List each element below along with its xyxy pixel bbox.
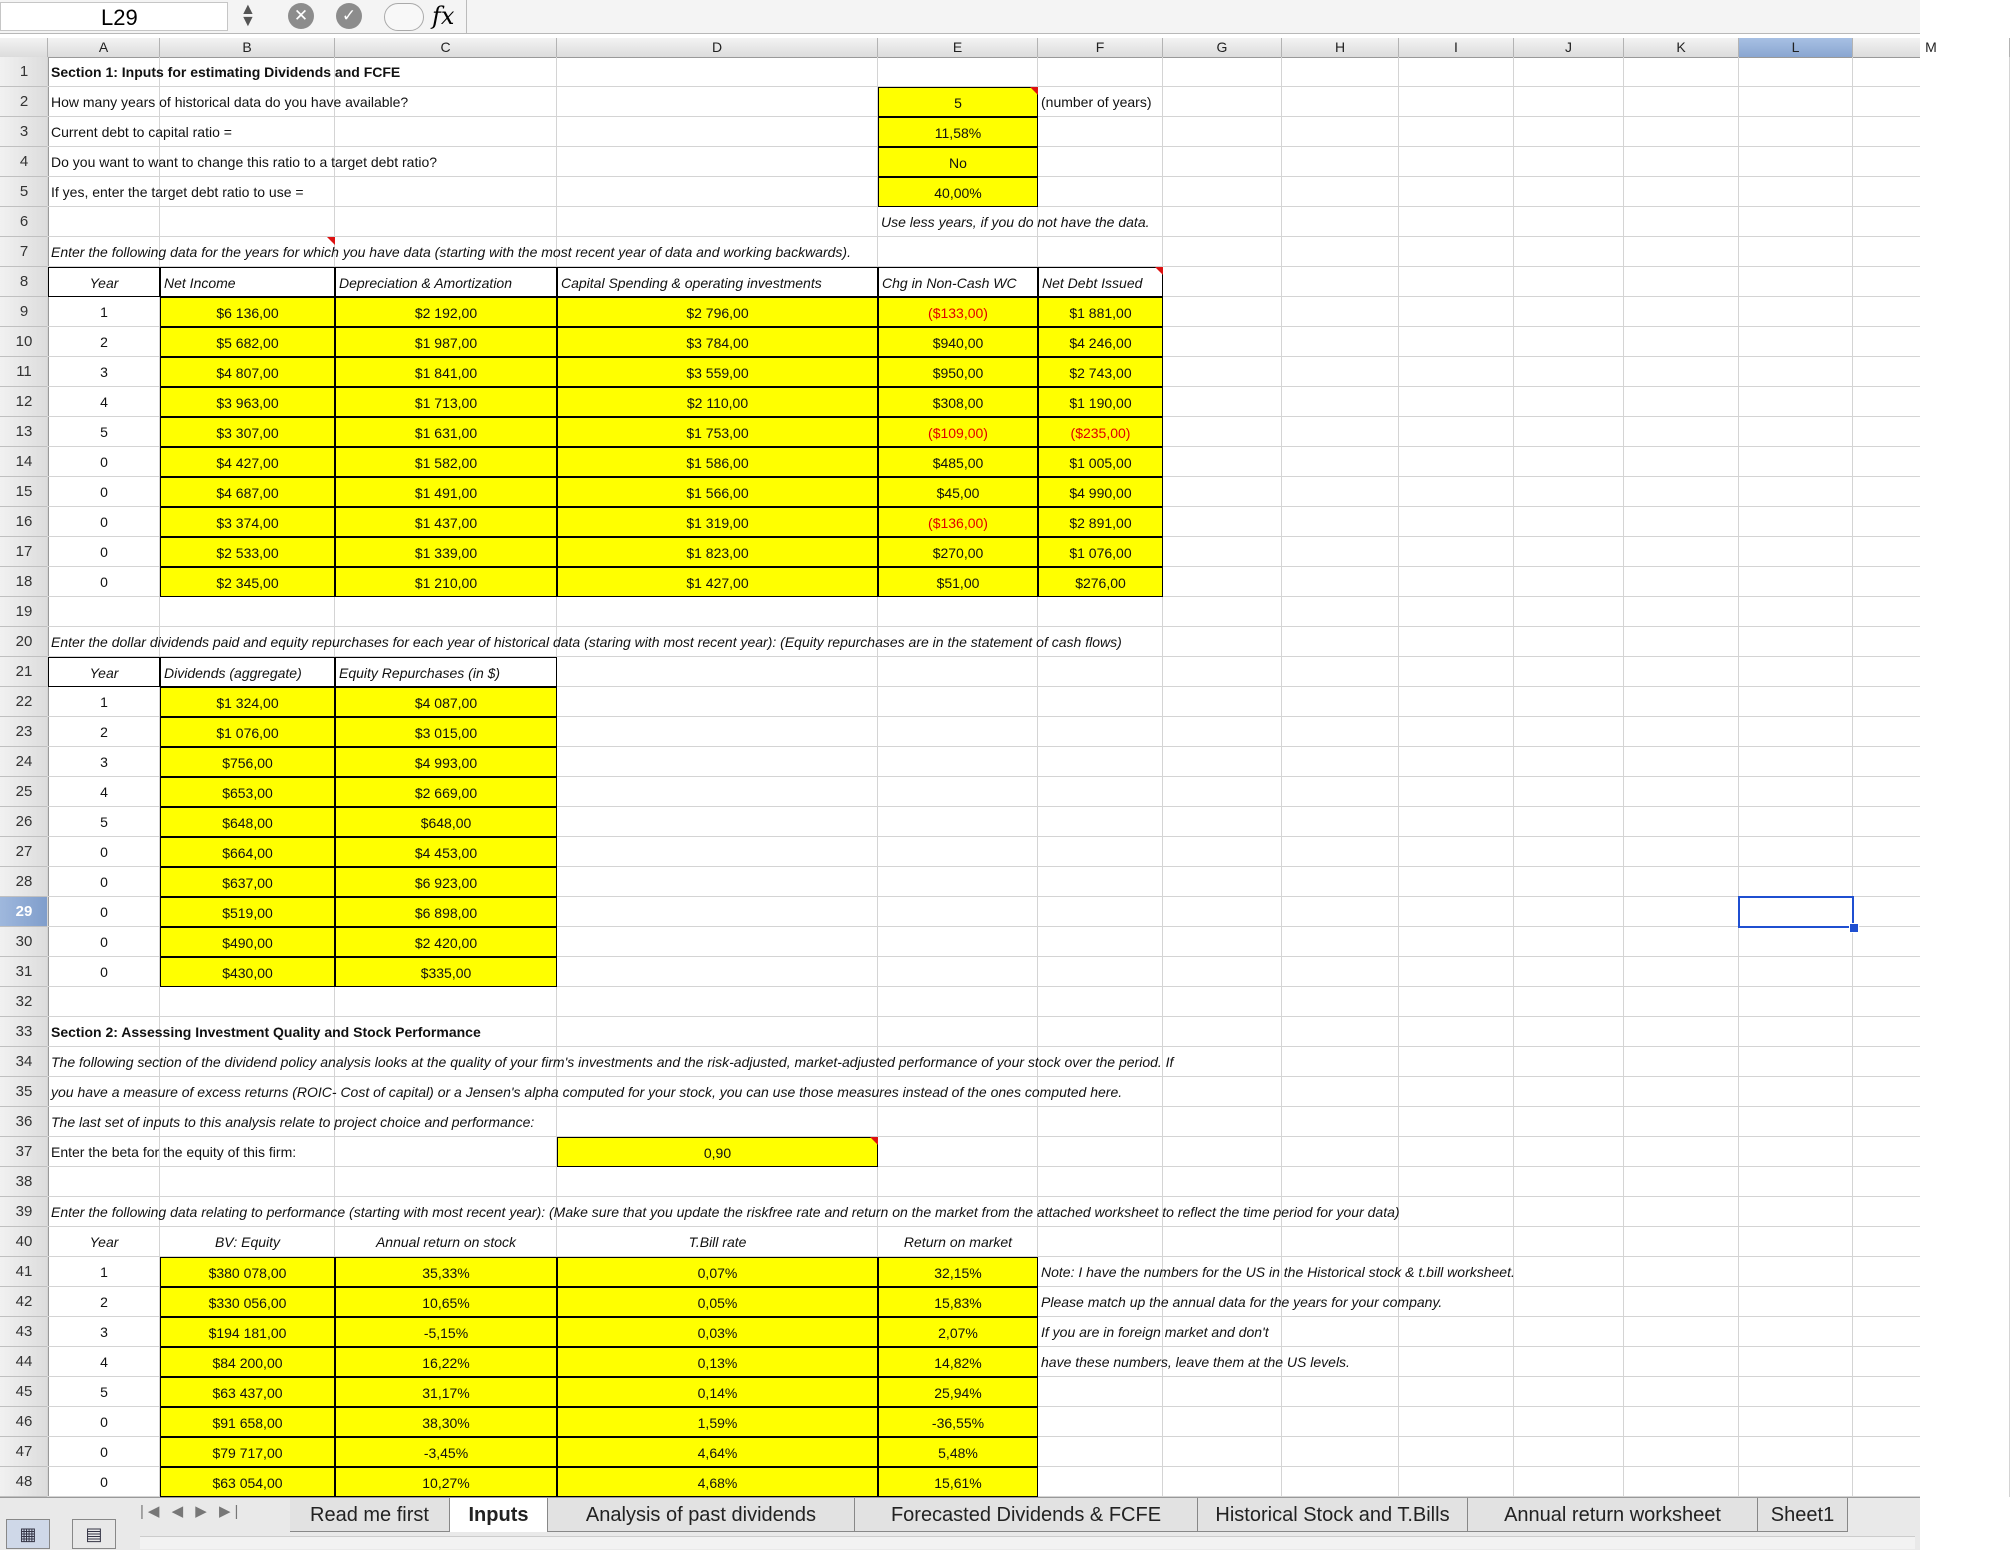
row-header-2[interactable]: 2 bbox=[0, 87, 48, 117]
data-input-cell[interactable]: $2 345,00 bbox=[160, 567, 335, 597]
beta-label: Enter the beta for the equity of this firm: bbox=[51, 1144, 297, 1160]
table-1-header: Chg in Non-Cash WC bbox=[878, 267, 1038, 297]
table-3-header: Annual return on stock bbox=[375, 1234, 517, 1250]
data-input-cell[interactable]: 14,82% bbox=[878, 1347, 1038, 1377]
table-1-header: Net Income bbox=[160, 267, 335, 297]
data-input-cell[interactable]: 1,59% bbox=[557, 1407, 878, 1437]
data-input-cell[interactable]: $3 015,00 bbox=[335, 717, 557, 747]
year-cell[interactable]: 5 bbox=[100, 424, 108, 440]
year-cell[interactable]: 3 bbox=[100, 754, 108, 770]
row-header-32[interactable]: 32 bbox=[0, 987, 48, 1017]
data-input-cell[interactable]: $2 669,00 bbox=[335, 777, 557, 807]
row-header-22[interactable]: 22 bbox=[0, 687, 48, 717]
data-input-cell[interactable]: $4 246,00 bbox=[1038, 327, 1163, 357]
section-1-title: Section 1: Inputs for estimating Dividends and FCFE bbox=[51, 64, 401, 80]
sheet-tab-inputs[interactable]: Inputs bbox=[450, 1498, 548, 1532]
data-input-cell[interactable]: $4 427,00 bbox=[160, 447, 335, 477]
data-input-cell[interactable]: $2 533,00 bbox=[160, 537, 335, 567]
row-header-10[interactable]: 10 bbox=[0, 327, 48, 357]
data-input-cell[interactable]: $63 054,00 bbox=[160, 1467, 335, 1497]
comment-indicator-icon[interactable] bbox=[870, 1137, 878, 1145]
data-input-cell[interactable]: -3,45% bbox=[335, 1437, 557, 1467]
row-header-21[interactable]: 21 bbox=[0, 657, 48, 687]
performance-instructions: Enter the following data relating to performance (starting with most recent year): (Make sure that you update the riskfree rate and return on the market from the attached worksheet to reflect the time period for your data) bbox=[51, 1204, 1400, 1220]
data-input-cell[interactable]: $1 210,00 bbox=[335, 567, 557, 597]
row-header-13[interactable]: 13 bbox=[0, 417, 48, 447]
comment-indicator-icon[interactable] bbox=[327, 237, 335, 245]
year-cell[interactable]: 4 bbox=[100, 784, 108, 800]
data-input-cell[interactable]: $79 717,00 bbox=[160, 1437, 335, 1467]
data-input-cell[interactable]: $335,00 bbox=[335, 957, 557, 987]
data-input-cell[interactable]: $1 491,00 bbox=[335, 477, 557, 507]
year-cell[interactable]: 5 bbox=[100, 814, 108, 830]
data-input-cell[interactable]: $330 056,00 bbox=[160, 1287, 335, 1317]
row-header-1[interactable]: 1 bbox=[0, 57, 48, 87]
row-header-31[interactable]: 31 bbox=[0, 957, 48, 987]
year-cell[interactable]: 1 bbox=[100, 694, 108, 710]
data-input-cell[interactable]: ($133,00) bbox=[878, 297, 1038, 327]
fill-handle[interactable] bbox=[1849, 923, 1859, 933]
data-input-cell[interactable]: $2 420,00 bbox=[335, 927, 557, 957]
sheet-tab-bar bbox=[0, 1497, 1920, 1550]
year-cell[interactable]: 0 bbox=[100, 1474, 108, 1490]
table-2-header: Dividends (aggregate) bbox=[160, 657, 335, 687]
column-header-k[interactable]: K bbox=[1624, 38, 1739, 57]
row-header-33[interactable]: 33 bbox=[0, 1017, 48, 1047]
data-input-cell[interactable]: $6 898,00 bbox=[335, 897, 557, 927]
data-input-cell[interactable]: $1 713,00 bbox=[335, 387, 557, 417]
horizontal-scrollbar[interactable] bbox=[140, 1536, 1915, 1549]
data-input-cell[interactable]: $490,00 bbox=[160, 927, 335, 957]
data-input-cell[interactable]: $1 987,00 bbox=[335, 327, 557, 357]
sheet-tab-sheet1[interactable]: Sheet1 bbox=[1758, 1498, 1848, 1532]
data-input-cell[interactable]: $648,00 bbox=[335, 807, 557, 837]
row-header-36[interactable]: 36 bbox=[0, 1107, 48, 1137]
data-input-cell[interactable]: $3 307,00 bbox=[160, 417, 335, 447]
data-input-cell[interactable]: $1 005,00 bbox=[1038, 447, 1163, 477]
data-input-cell[interactable]: $1 076,00 bbox=[160, 717, 335, 747]
data-input-cell[interactable]: $950,00 bbox=[878, 357, 1038, 387]
column-header-j[interactable]: J bbox=[1514, 38, 1624, 57]
row-header-38[interactable]: 38 bbox=[0, 1167, 48, 1197]
data-input-cell[interactable]: $270,00 bbox=[878, 537, 1038, 567]
data-input-cell[interactable]: $1 753,00 bbox=[557, 417, 878, 447]
year-cell[interactable]: 4 bbox=[100, 1354, 108, 1370]
year-cell[interactable]: 2 bbox=[100, 724, 108, 740]
row-header-4[interactable]: 4 bbox=[0, 147, 48, 177]
row-header-44[interactable]: 44 bbox=[0, 1347, 48, 1377]
section-1-instructions: Enter the following data for the years for which you have data (starting with the most recent year of data and working backwards). bbox=[51, 244, 851, 260]
name-box[interactable]: L29 bbox=[0, 2, 228, 31]
column-header-h[interactable]: H bbox=[1282, 38, 1399, 57]
row-header-11[interactable]: 11 bbox=[0, 357, 48, 387]
data-input-cell[interactable]: 15,83% bbox=[878, 1287, 1038, 1317]
formula-input[interactable] bbox=[468, 0, 1918, 33]
row-header-41[interactable]: 41 bbox=[0, 1257, 48, 1287]
spreadsheet-grid[interactable] bbox=[48, 57, 1920, 1497]
row-header-34[interactable]: 34 bbox=[0, 1047, 48, 1077]
table-3-header: BV: Equity bbox=[214, 1234, 281, 1250]
row-header-19[interactable]: 19 bbox=[0, 597, 48, 627]
row-header-3[interactable]: 3 bbox=[0, 117, 48, 147]
data-input-cell[interactable]: $4 453,00 bbox=[335, 837, 557, 867]
year-cell[interactable]: 0 bbox=[100, 964, 108, 980]
column-header-f[interactable]: F bbox=[1038, 38, 1163, 57]
data-input-cell[interactable]: $1 324,00 bbox=[160, 687, 335, 717]
data-input-cell[interactable]: $63 437,00 bbox=[160, 1377, 335, 1407]
row-header-48[interactable]: 48 bbox=[0, 1467, 48, 1497]
column-header-m[interactable]: M bbox=[1853, 38, 2010, 57]
column-header-a[interactable]: A bbox=[48, 38, 160, 57]
data-input-cell[interactable]: 31,17% bbox=[335, 1377, 557, 1407]
data-input-cell[interactable]: $1 427,00 bbox=[557, 567, 878, 597]
row-header-15[interactable]: 15 bbox=[0, 477, 48, 507]
question-change-ratio: Do you want to want to change this ratio to a target debt ratio? bbox=[51, 154, 438, 170]
dividends-instructions: Enter the dollar dividends paid and equity repurchases for each year of historical data (staring with most recent year): (Equity repurchases are in the statement of cash flows) bbox=[51, 634, 1122, 650]
data-input-cell[interactable]: 32,15% bbox=[878, 1257, 1038, 1287]
data-input-cell[interactable]: $4 687,00 bbox=[160, 477, 335, 507]
data-input-cell[interactable]: ($109,00) bbox=[878, 417, 1038, 447]
row-header-7[interactable]: 7 bbox=[0, 237, 48, 267]
data-input-cell[interactable]: $1 586,00 bbox=[557, 447, 878, 477]
comment-indicator-icon[interactable] bbox=[1030, 87, 1038, 95]
data-input-cell[interactable]: $756,00 bbox=[160, 747, 335, 777]
year-cell[interactable]: 0 bbox=[100, 904, 108, 920]
sheet-tab-historical-stock-and-t-bills[interactable]: Historical Stock and T.Bills bbox=[1198, 1498, 1468, 1532]
data-input-cell[interactable]: $45,00 bbox=[878, 477, 1038, 507]
table-1-header: Depreciation & Amortization bbox=[335, 267, 557, 297]
data-input-cell[interactable]: -5,15% bbox=[335, 1317, 557, 1347]
sheet-tab-analysis-of-past-dividends[interactable]: Analysis of past dividends bbox=[548, 1498, 855, 1532]
sheet-tab-forecasted-dividends-fcfe[interactable]: Forecasted Dividends & FCFE bbox=[855, 1498, 1198, 1532]
data-input-cell[interactable]: 15,61% bbox=[878, 1467, 1038, 1497]
year-cell[interactable]: 0 bbox=[100, 934, 108, 950]
data-input-cell[interactable]: $1 582,00 bbox=[335, 447, 557, 477]
year-cell[interactable]: 1 bbox=[100, 1264, 108, 1280]
row-header-40[interactable]: 40 bbox=[0, 1227, 48, 1257]
selected-cell[interactable] bbox=[1738, 896, 1854, 928]
row-header-5[interactable]: 5 bbox=[0, 177, 48, 207]
column-header-d[interactable]: D bbox=[557, 38, 878, 57]
row-header-35[interactable]: 35 bbox=[0, 1077, 48, 1107]
data-input-cell[interactable]: $2 743,00 bbox=[1038, 357, 1163, 387]
year-cell[interactable]: 0 bbox=[100, 514, 108, 530]
data-input-cell[interactable]: $2 891,00 bbox=[1038, 507, 1163, 537]
formula-bar bbox=[0, 0, 1920, 34]
question-years: How many years of historical data do you have available? bbox=[51, 94, 409, 110]
row-header-26[interactable]: 26 bbox=[0, 807, 48, 837]
year-cell[interactable]: 0 bbox=[100, 454, 108, 470]
years-input[interactable]: 5 bbox=[878, 87, 1038, 117]
data-input-cell[interactable]: $1 823,00 bbox=[557, 537, 878, 567]
data-input-cell[interactable]: 0,14% bbox=[557, 1377, 878, 1407]
row-header-14[interactable]: 14 bbox=[0, 447, 48, 477]
row-header-30[interactable]: 30 bbox=[0, 927, 48, 957]
row-header-46[interactable]: 46 bbox=[0, 1407, 48, 1437]
row-header-45[interactable]: 45 bbox=[0, 1377, 48, 1407]
select-all-corner[interactable] bbox=[0, 38, 48, 57]
table-1-header: Net Debt Issued bbox=[1038, 267, 1163, 297]
row-header-37[interactable]: 37 bbox=[0, 1137, 48, 1167]
table-1-header: Capital Spending & operating investments bbox=[557, 267, 878, 297]
debt-ratio-value[interactable]: 11,58% bbox=[878, 117, 1038, 147]
normal-view-icon[interactable]: ▦ bbox=[6, 1519, 50, 1549]
data-input-cell[interactable]: $1 339,00 bbox=[335, 537, 557, 567]
year-cell[interactable]: 0 bbox=[100, 1444, 108, 1460]
section-2-text-line: you have a measure of excess returns (ROIC- Cost of capital) or a Jensen's alpha computed for your stock, you can use those measures instead of the ones computed here. bbox=[51, 1084, 1123, 1100]
data-input-cell[interactable]: ($136,00) bbox=[878, 507, 1038, 537]
year-cell[interactable]: 0 bbox=[100, 844, 108, 860]
data-input-cell[interactable]: $4 993,00 bbox=[335, 747, 557, 777]
section-2-text-line: The last set of inputs to this analysis relate to project choice and performance: bbox=[51, 1114, 535, 1130]
table-1-header: Year bbox=[48, 267, 160, 297]
cancel-icon[interactable]: ✕ bbox=[288, 3, 314, 29]
formula-builder-button[interactable] bbox=[384, 3, 424, 31]
year-cell[interactable]: 2 bbox=[100, 334, 108, 350]
data-input-cell[interactable]: $3 374,00 bbox=[160, 507, 335, 537]
row-header-9[interactable]: 9 bbox=[0, 297, 48, 327]
column-header-e[interactable]: E bbox=[878, 38, 1038, 57]
performance-note: Note: I have the numbers for the US in the Historical stock & t.bill worksheet. bbox=[1041, 1264, 1515, 1280]
column-header-g[interactable]: G bbox=[1163, 38, 1282, 57]
row-header-25[interactable]: 25 bbox=[0, 777, 48, 807]
row-header-8[interactable]: 8 bbox=[0, 267, 48, 297]
change-ratio-input[interactable]: No bbox=[878, 147, 1038, 177]
data-input-cell[interactable]: $6 136,00 bbox=[160, 297, 335, 327]
name-box-stepper-icon[interactable]: ▲ ▼ bbox=[240, 1, 256, 30]
table-2-header: Equity Repurchases (in $) bbox=[335, 657, 557, 687]
formula-separator bbox=[466, 0, 467, 33]
year-cell[interactable]: 2 bbox=[100, 1294, 108, 1310]
data-input-cell[interactable]: 10,27% bbox=[335, 1467, 557, 1497]
comment-indicator-icon[interactable] bbox=[1155, 267, 1163, 275]
year-cell[interactable]: 1 bbox=[100, 304, 108, 320]
data-input-cell[interactable]: $2 796,00 bbox=[557, 297, 878, 327]
table-3-header: Year bbox=[89, 1234, 119, 1250]
sheet-tab-annual-return-worksheet[interactable]: Annual return worksheet bbox=[1468, 1498, 1758, 1532]
table-3-header: Return on market bbox=[903, 1234, 1013, 1250]
data-input-cell[interactable]: $519,00 bbox=[160, 897, 335, 927]
year-cell[interactable]: 4 bbox=[100, 394, 108, 410]
data-input-cell[interactable]: $430,00 bbox=[160, 957, 335, 987]
data-input-cell[interactable]: $276,00 bbox=[1038, 567, 1163, 597]
row-header-47[interactable]: 47 bbox=[0, 1437, 48, 1467]
data-input-cell[interactable]: $1 841,00 bbox=[335, 357, 557, 387]
data-input-cell[interactable]: $84 200,00 bbox=[160, 1347, 335, 1377]
data-input-cell[interactable]: $5 682,00 bbox=[160, 327, 335, 357]
data-input-cell[interactable]: 38,30% bbox=[335, 1407, 557, 1437]
beta-input[interactable]: 0,90 bbox=[557, 1137, 878, 1167]
performance-note: If you are in foreign market and don't bbox=[1041, 1324, 1269, 1340]
row-header-6[interactable]: 6 bbox=[0, 207, 48, 237]
page-layout-view-icon[interactable]: ▤ bbox=[72, 1519, 116, 1549]
data-input-cell[interactable]: 2,07% bbox=[878, 1317, 1038, 1347]
row-header-17[interactable]: 17 bbox=[0, 537, 48, 567]
year-cell[interactable]: 3 bbox=[100, 364, 108, 380]
tab-navigation-arrows[interactable]: |◀ ◀ ▶ ▶| bbox=[140, 1503, 243, 1520]
data-input-cell[interactable]: $380 078,00 bbox=[160, 1257, 335, 1287]
row-header-16[interactable]: 16 bbox=[0, 507, 48, 537]
data-input-cell[interactable]: $1 190,00 bbox=[1038, 387, 1163, 417]
data-input-cell[interactable]: 0,13% bbox=[557, 1347, 878, 1377]
data-input-cell[interactable]: $637,00 bbox=[160, 867, 335, 897]
data-input-cell[interactable]: $1 631,00 bbox=[335, 417, 557, 447]
year-cell[interactable]: 0 bbox=[100, 1414, 108, 1430]
column-header-l[interactable]: L bbox=[1739, 38, 1853, 57]
data-input-cell[interactable]: $1 319,00 bbox=[557, 507, 878, 537]
row-header-29[interactable]: 29 bbox=[0, 897, 48, 927]
fx-icon[interactable]: fx bbox=[432, 2, 455, 30]
confirm-icon[interactable]: ✓ bbox=[336, 3, 362, 29]
data-input-cell[interactable]: $194 181,00 bbox=[160, 1317, 335, 1347]
data-input-cell[interactable]: 4,64% bbox=[557, 1437, 878, 1467]
column-header-c[interactable]: C bbox=[335, 38, 557, 57]
data-input-cell[interactable]: 0,07% bbox=[557, 1257, 878, 1287]
data-input-cell[interactable]: $308,00 bbox=[878, 387, 1038, 417]
data-input-cell[interactable]: 16,22% bbox=[335, 1347, 557, 1377]
data-input-cell[interactable]: $664,00 bbox=[160, 837, 335, 867]
row-header-39[interactable]: 39 bbox=[0, 1197, 48, 1227]
table-3-header: T.Bill rate bbox=[688, 1234, 747, 1250]
data-input-cell[interactable]: $2 192,00 bbox=[335, 297, 557, 327]
years-note: Use less years, if you do not have the data. bbox=[881, 214, 1150, 230]
row-header-23[interactable]: 23 bbox=[0, 717, 48, 747]
year-cell[interactable]: 0 bbox=[100, 574, 108, 590]
year-cell[interactable]: 0 bbox=[100, 874, 108, 890]
row-header-27[interactable]: 27 bbox=[0, 837, 48, 867]
data-input-cell[interactable]: 5,48% bbox=[878, 1437, 1038, 1467]
section-2-text-line: The following section of the dividend policy analysis looks at the quality of your firm's investments and the risk-adjusted, market-adjusted performance of your stock over the period. If bbox=[51, 1054, 1174, 1070]
row-header-20[interactable]: 20 bbox=[0, 627, 48, 657]
years-unit-label: (number of years) bbox=[1041, 94, 1152, 110]
data-input-cell[interactable]: 4,68% bbox=[557, 1467, 878, 1497]
data-input-cell[interactable]: 0,05% bbox=[557, 1287, 878, 1317]
row-header-42[interactable]: 42 bbox=[0, 1287, 48, 1317]
data-input-cell[interactable]: $653,00 bbox=[160, 777, 335, 807]
data-input-cell[interactable]: $2 110,00 bbox=[557, 387, 878, 417]
question-debt-ratio: Current debt to capital ratio = bbox=[51, 124, 232, 140]
data-input-cell[interactable]: $648,00 bbox=[160, 807, 335, 837]
data-input-cell[interactable]: ($235,00) bbox=[1038, 417, 1163, 447]
row-header-24[interactable]: 24 bbox=[0, 747, 48, 777]
performance-note: have these numbers, leave them at the US levels. bbox=[1041, 1354, 1350, 1370]
data-input-cell[interactable]: $1 881,00 bbox=[1038, 297, 1163, 327]
column-header-b[interactable]: B bbox=[160, 38, 335, 57]
data-input-cell[interactable]: $3 784,00 bbox=[557, 327, 878, 357]
row-header-28[interactable]: 28 bbox=[0, 867, 48, 897]
row-header-18[interactable]: 18 bbox=[0, 567, 48, 597]
section-2-title: Section 2: Assessing Investment Quality and Stock Performance bbox=[51, 1024, 481, 1040]
data-input-cell[interactable]: $3 559,00 bbox=[557, 357, 878, 387]
column-header-i[interactable]: I bbox=[1399, 38, 1514, 57]
data-input-cell[interactable]: 0,03% bbox=[557, 1317, 878, 1347]
data-input-cell[interactable]: $1 076,00 bbox=[1038, 537, 1163, 567]
data-input-cell[interactable]: $485,00 bbox=[878, 447, 1038, 477]
year-cell[interactable]: 5 bbox=[100, 1384, 108, 1400]
year-cell[interactable]: 0 bbox=[100, 484, 108, 500]
data-input-cell[interactable]: $4 087,00 bbox=[335, 687, 557, 717]
year-cell[interactable]: 3 bbox=[100, 1324, 108, 1340]
data-input-cell[interactable]: $91 658,00 bbox=[160, 1407, 335, 1437]
row-header-43[interactable]: 43 bbox=[0, 1317, 48, 1347]
target-ratio-input[interactable]: 40,00% bbox=[878, 177, 1038, 207]
data-input-cell[interactable]: 35,33% bbox=[335, 1257, 557, 1287]
data-input-cell[interactable]: -36,55% bbox=[878, 1407, 1038, 1437]
data-input-cell[interactable]: $51,00 bbox=[878, 567, 1038, 597]
data-input-cell[interactable]: $3 963,00 bbox=[160, 387, 335, 417]
data-input-cell[interactable]: $4 807,00 bbox=[160, 357, 335, 387]
year-cell[interactable]: 0 bbox=[100, 544, 108, 560]
data-input-cell[interactable]: $1 566,00 bbox=[557, 477, 878, 507]
data-input-cell[interactable]: $6 923,00 bbox=[335, 867, 557, 897]
performance-note: Please match up the annual data for the years for your company. bbox=[1041, 1294, 1443, 1310]
data-input-cell[interactable]: 10,65% bbox=[335, 1287, 557, 1317]
column-headers bbox=[0, 38, 1937, 58]
row-header-12[interactable]: 12 bbox=[0, 387, 48, 417]
data-input-cell[interactable]: $1 437,00 bbox=[335, 507, 557, 537]
question-target-ratio: If yes, enter the target debt ratio to use = bbox=[51, 184, 304, 200]
table-2-header: Year bbox=[48, 657, 160, 687]
data-input-cell[interactable]: $4 990,00 bbox=[1038, 477, 1163, 507]
data-input-cell[interactable]: $940,00 bbox=[878, 327, 1038, 357]
sheet-tab-read-me-first[interactable]: Read me first bbox=[290, 1498, 450, 1532]
row-headers bbox=[0, 57, 49, 1497]
data-input-cell[interactable]: 25,94% bbox=[878, 1377, 1038, 1407]
